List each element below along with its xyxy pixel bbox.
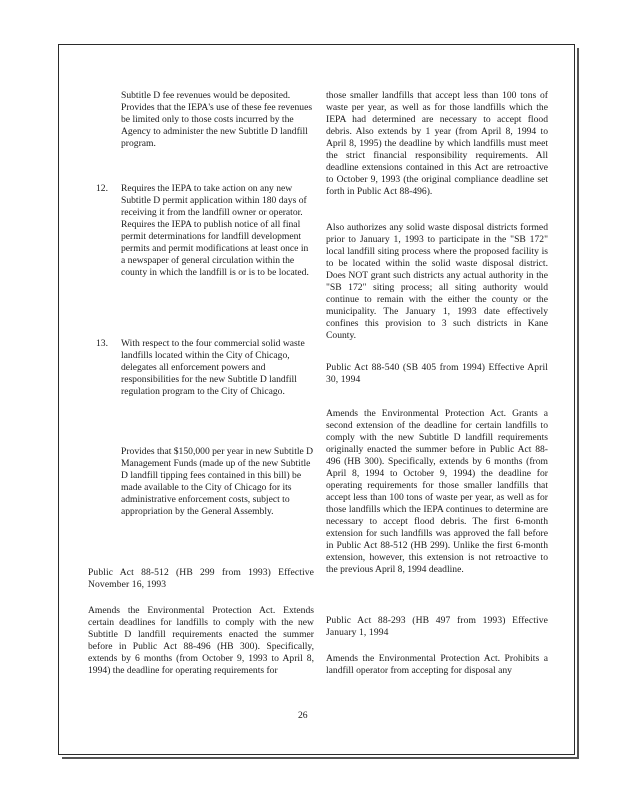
pa-88-512-continued: those smaller landfills that accept less than 100 tons of waste per year, as well as for those landfills which the IEPA had determined are necessary to accept flood debris. Also extends by 1 year (from April 8, 1994 to April 8, 1995) the deadline by which landfills must meet the strict financial responsibility requirements. All deadline extensions contained in this Act are retroactive to October 9, 1993 (the original compliance deadline set forth in Public Act 88-496). [326, 90, 548, 197]
item-13 [88, 338, 314, 398]
item-12 [88, 183, 314, 279]
item-13-paragraph-2: Provides that $150,000 per year in new Subtitle D Management Funds (made up of the new Subtitle D landfill tipping fees contained in this bill) be made available to the City of Chicago for its administrative enforcement costs, subject to appropriation by the General Assembly. [121, 446, 314, 517]
item-13-text: With respect to the four commercial solid waste landfills located within the City of Chicago, delegates all enforcement powers and responsibilities for the new Subtitle D landfill regulation program to the City of Chicago. [121, 338, 305, 397]
pa-88-293-text: Amends the Environmental Protection Act. Prohibits a landfill operator from accepting for disposal any [326, 653, 548, 676]
item-12-text: Requires the IEPA to take action on any new Subtitle D permit application within 180 days of receiving it from the landfill owner or operator. Requires the IEPA to publish notice of all final permit determinations for landfill development permits and permit modifications at least once in a newspaper of general circulation within the county in which the landfill is or is to be located. [121, 183, 309, 278]
pa-88-512-paragraph-2: Also authorizes any solid waste disposal districts formed prior to January 1, 1993 to participate in the "SB 172" local landfill siting process where the proposed facility is to be located within the solid waste disposal district. Does NOT grant such districts any actual authority in the "SB 172" siting process; all siting authority would continue to remain with the either the county or the municipality. The January 1, 1993 date effectively confines this provision to 3 such districts in Kane County. [326, 222, 548, 341]
item-11-continued: Subtitle D fee revenues would be deposited. Provides that the IEPA's use of these fee revenues be limited only to those costs incurred by the Agency to administer the new Subtitle D landfill program. [121, 90, 313, 149]
pa-88-512-text: Amends the Environmental Protection Act. Extends certain deadlines for landfills to comply with the new Subtitle D landfill requirements enacted the summer before in Public Act 88-496 (HB 300). Specifically, extends by 6 months (from October 9, 1993 to April 8, 1994) the deadline for operating requirements for [88, 605, 314, 676]
pa-88-540-heading: Public Act 88-540 (SB 405 from 1994) Effective April 30, 1994 [326, 362, 548, 385]
item-13-number: 13. [96, 338, 108, 349]
page-number: 26 [298, 710, 308, 721]
item-12-number: 12. [96, 183, 108, 194]
pa-88-540-text: Amends the Environmental Protection Act. Grants a second extension of the deadline for certain landfills to comply with the new Subtitle D landfill requirements originally enacted the summer before in Public Act 88-496 (HB 300). Specifically, extends by 6 months (from April 8, 1994 to October 9, 1994) the deadline for operating requirements for those smaller landfills that accept less than 100 tons of waste per year, as well as for those landfills which the IEPA continues to determine are necessary to accept flood debris. The first 6-month extension for such landfills was approved the fall before in Public Act 88-512 (HB 299). Unlike the first 6-month extension, however, this extension is not retroactive to the previous April 8, 1994 deadline. [326, 408, 548, 575]
pa-88-512-heading: Public Act 88-512 (HB 299 from 1993) Effective November 16, 1993 [88, 567, 314, 590]
pa-88-293-heading: Public Act 88-293 (HB 497 from 1993) Effective January 1, 1994 [326, 615, 548, 638]
